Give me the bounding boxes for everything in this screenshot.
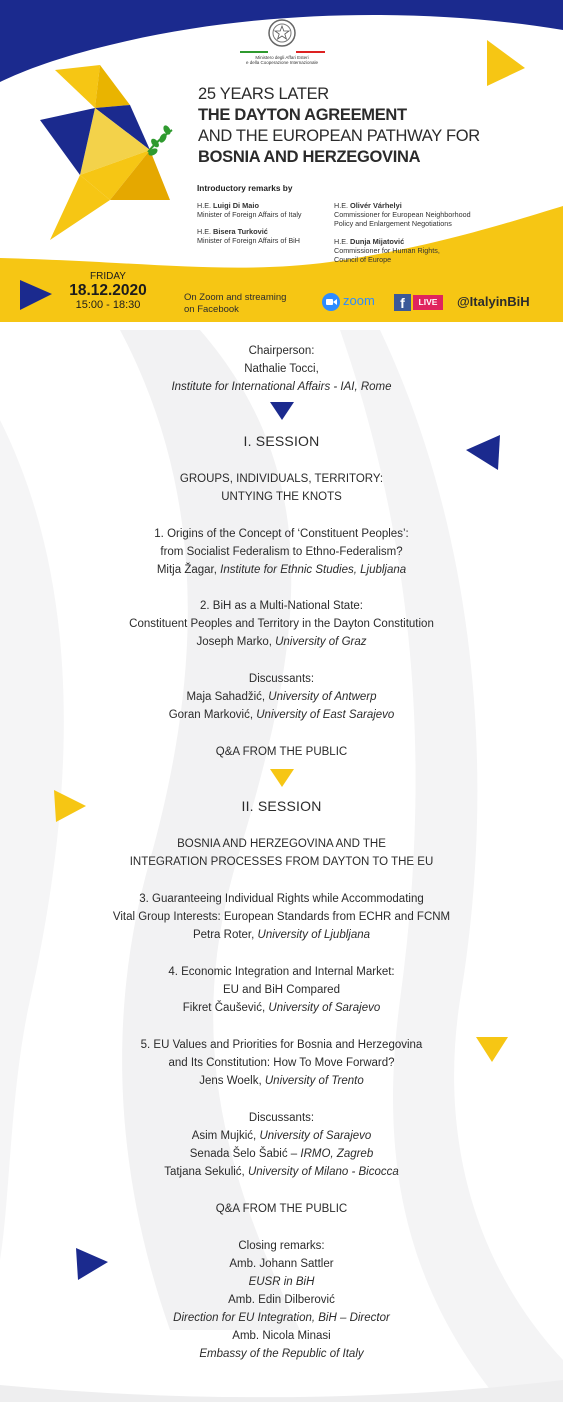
- speaker-name: Luigi Di Maio: [212, 201, 259, 210]
- speaker-card: H.E. Luigi Di Maio Minister of Foreign Affairs of Italy: [197, 201, 332, 219]
- zoom-wordmark[interactable]: zoom: [343, 293, 375, 308]
- title-line3: AND THE EUROPEAN PATHWAY FOR: [198, 127, 480, 145]
- facebook-icon[interactable]: f: [394, 294, 411, 311]
- discussant: Tatjana Sekulić, University of Milano - Bicocca: [164, 1166, 399, 1178]
- closing-label: Closing remarks:: [238, 1240, 325, 1252]
- discussant: Maja Sahadžić, University of Antwerp: [186, 691, 377, 703]
- discussant: Goran Marković, University of East Sarajevo: [168, 709, 395, 721]
- event-title: [198, 84, 538, 168]
- title-line2: THE DAYTON AGREEMENT: [198, 106, 407, 124]
- panel-speaker: Mitja Žagar, Institute for Ethnic Studies, Ljubljana: [156, 564, 407, 576]
- yellow-triangle-icon: [487, 40, 525, 86]
- panel-title: 2. BiH as a Multi-National State:: [200, 600, 363, 612]
- panel-title: 1. Origins of the Concept of ‘Constituent Peoples’:: [154, 528, 409, 540]
- discussant: Senada Šelo Šabić – IRMO, Zagreb: [189, 1148, 374, 1160]
- closing-institution: Embassy of the Republic of Italy: [199, 1348, 364, 1360]
- closing-speaker: Amb. Johann Sattler: [229, 1258, 334, 1270]
- down-arrow-icon: [270, 402, 294, 420]
- panel-speaker: Petra Roter, University of Ljubljana: [192, 929, 371, 941]
- panel-title: Constituent Peoples and Territory in the Dayton Constitution: [129, 618, 434, 630]
- qa-label: Q&A FROM THE PUBLIC: [215, 746, 348, 758]
- panel-title: 5. EU Values and Priorities for Bosnia and Herzegovina: [140, 1039, 423, 1051]
- chair-name: Nathalie Tocci,: [244, 363, 319, 375]
- italian-emblem: [266, 18, 298, 48]
- closing-speaker: Amb. Edin Dilberović: [228, 1294, 335, 1306]
- panel-title: 4. Economic Integration and Internal Market:: [168, 966, 395, 978]
- speaker-card: H.E. Olivér Várhelyi Commissioner for European Neighborhood Policy and Enlargement Negotiations: [334, 201, 504, 228]
- speaker-role: Minister of Foreign Affairs of BiH: [197, 236, 300, 245]
- speaker-role: Council of Europe: [334, 255, 392, 264]
- down-arrow-icon: [270, 769, 294, 787]
- event-date-value: 18.12.2020: [69, 282, 147, 299]
- event-time: 15:00 - 18:30: [75, 299, 141, 311]
- panel-title: Vital Group Interests: European Standards from ECHR and FCNM: [112, 911, 451, 923]
- session-2-theme: INTEGRATION PROCESSES FROM DAYTON TO THE EU: [129, 856, 434, 868]
- session-2-title: II. SESSION: [241, 798, 322, 814]
- speaker-card: H.E. Dunja Mijatović Commissioner for Human Rights, Council of Europe: [334, 237, 504, 264]
- live-badge[interactable]: LIVE: [413, 295, 443, 310]
- panel-title: EU and BiH Compared: [223, 984, 340, 996]
- session-1-title: I. SESSION: [243, 433, 320, 449]
- zoom-icon[interactable]: [322, 293, 340, 311]
- chair-label: Chairperson:: [248, 345, 315, 357]
- closing-institution: Direction for EU Integration, BiH – Director: [173, 1312, 390, 1324]
- flag-stripe: [240, 51, 325, 53]
- speaker-card: H.E. Bisera Turković Minister of Foreign Affairs of BiH: [197, 227, 332, 245]
- closing-speaker: Amb. Nicola Minasi: [232, 1330, 331, 1342]
- panel-speaker: Jens Woelk, University of Trento: [199, 1075, 364, 1087]
- title-line1: 25 YEARS LATER: [198, 85, 329, 103]
- qa-label: Q&A FROM THE PUBLIC: [215, 1203, 348, 1215]
- speaker-role: Commissioner for European Neighborhood: [334, 210, 471, 219]
- panel-title: from Socialist Federalism to Ethno-Federalism?: [160, 546, 403, 558]
- intro-heading: Introductory remarks by: [197, 183, 293, 193]
- closing-institution: EUSR in BiH: [248, 1276, 315, 1288]
- logo-line1: Ministero degli Affari Esteri: [255, 55, 309, 60]
- chair-institution: Institute for International Affairs - IAI, Rome: [171, 381, 392, 393]
- discussants-label: Discussants:: [248, 673, 315, 685]
- logo-line2: e della Cooperazione Internazionale: [245, 60, 319, 65]
- speaker-role: Minister of Foreign Affairs of Italy: [197, 210, 302, 219]
- speaker-name: Dunja Mijatović: [349, 237, 405, 246]
- event-date: [62, 271, 154, 312]
- speaker-name: Olivér Várhelyi: [349, 201, 402, 210]
- streaming-info: On Zoom and streaming on Facebook: [184, 292, 287, 315]
- origami-dove-icon: [40, 65, 172, 240]
- speaker-role: Policy and Enlargement Negotiations: [334, 219, 452, 228]
- speaker-name: Bisera Turković: [212, 227, 268, 236]
- panel-title: 3. Guaranteeing Individual Rights while Accommodating: [139, 893, 424, 905]
- ministry-logo-text: [236, 55, 328, 65]
- session-1-theme: GROUPS, INDIVIDUALS, TERRITORY:: [179, 473, 384, 485]
- speaker-role: Commissioner for Human Rights,: [334, 246, 440, 255]
- discussant: Asim Mujkić, University of Sarajevo: [191, 1130, 372, 1142]
- session-1-theme: UNTYING THE KNOTS: [221, 491, 342, 503]
- discussants-label: Discussants:: [248, 1112, 315, 1124]
- star-emblem-icon: [266, 18, 298, 48]
- panel-speaker: Joseph Marko, University of Graz: [196, 636, 367, 648]
- title-line4: BOSNIA AND HERZEGOVINA: [198, 148, 421, 166]
- social-handle[interactable]: @ItalyinBiH: [457, 294, 530, 309]
- session-2-theme: BOSNIA AND HERZEGOVINA AND THE: [177, 838, 386, 850]
- panel-title: and Its Constitution: How To Move Forward?: [168, 1057, 395, 1069]
- event-day: FRIDAY: [90, 271, 126, 282]
- panel-speaker: Fikret Čaušević, University of Sarajevo: [182, 1002, 381, 1014]
